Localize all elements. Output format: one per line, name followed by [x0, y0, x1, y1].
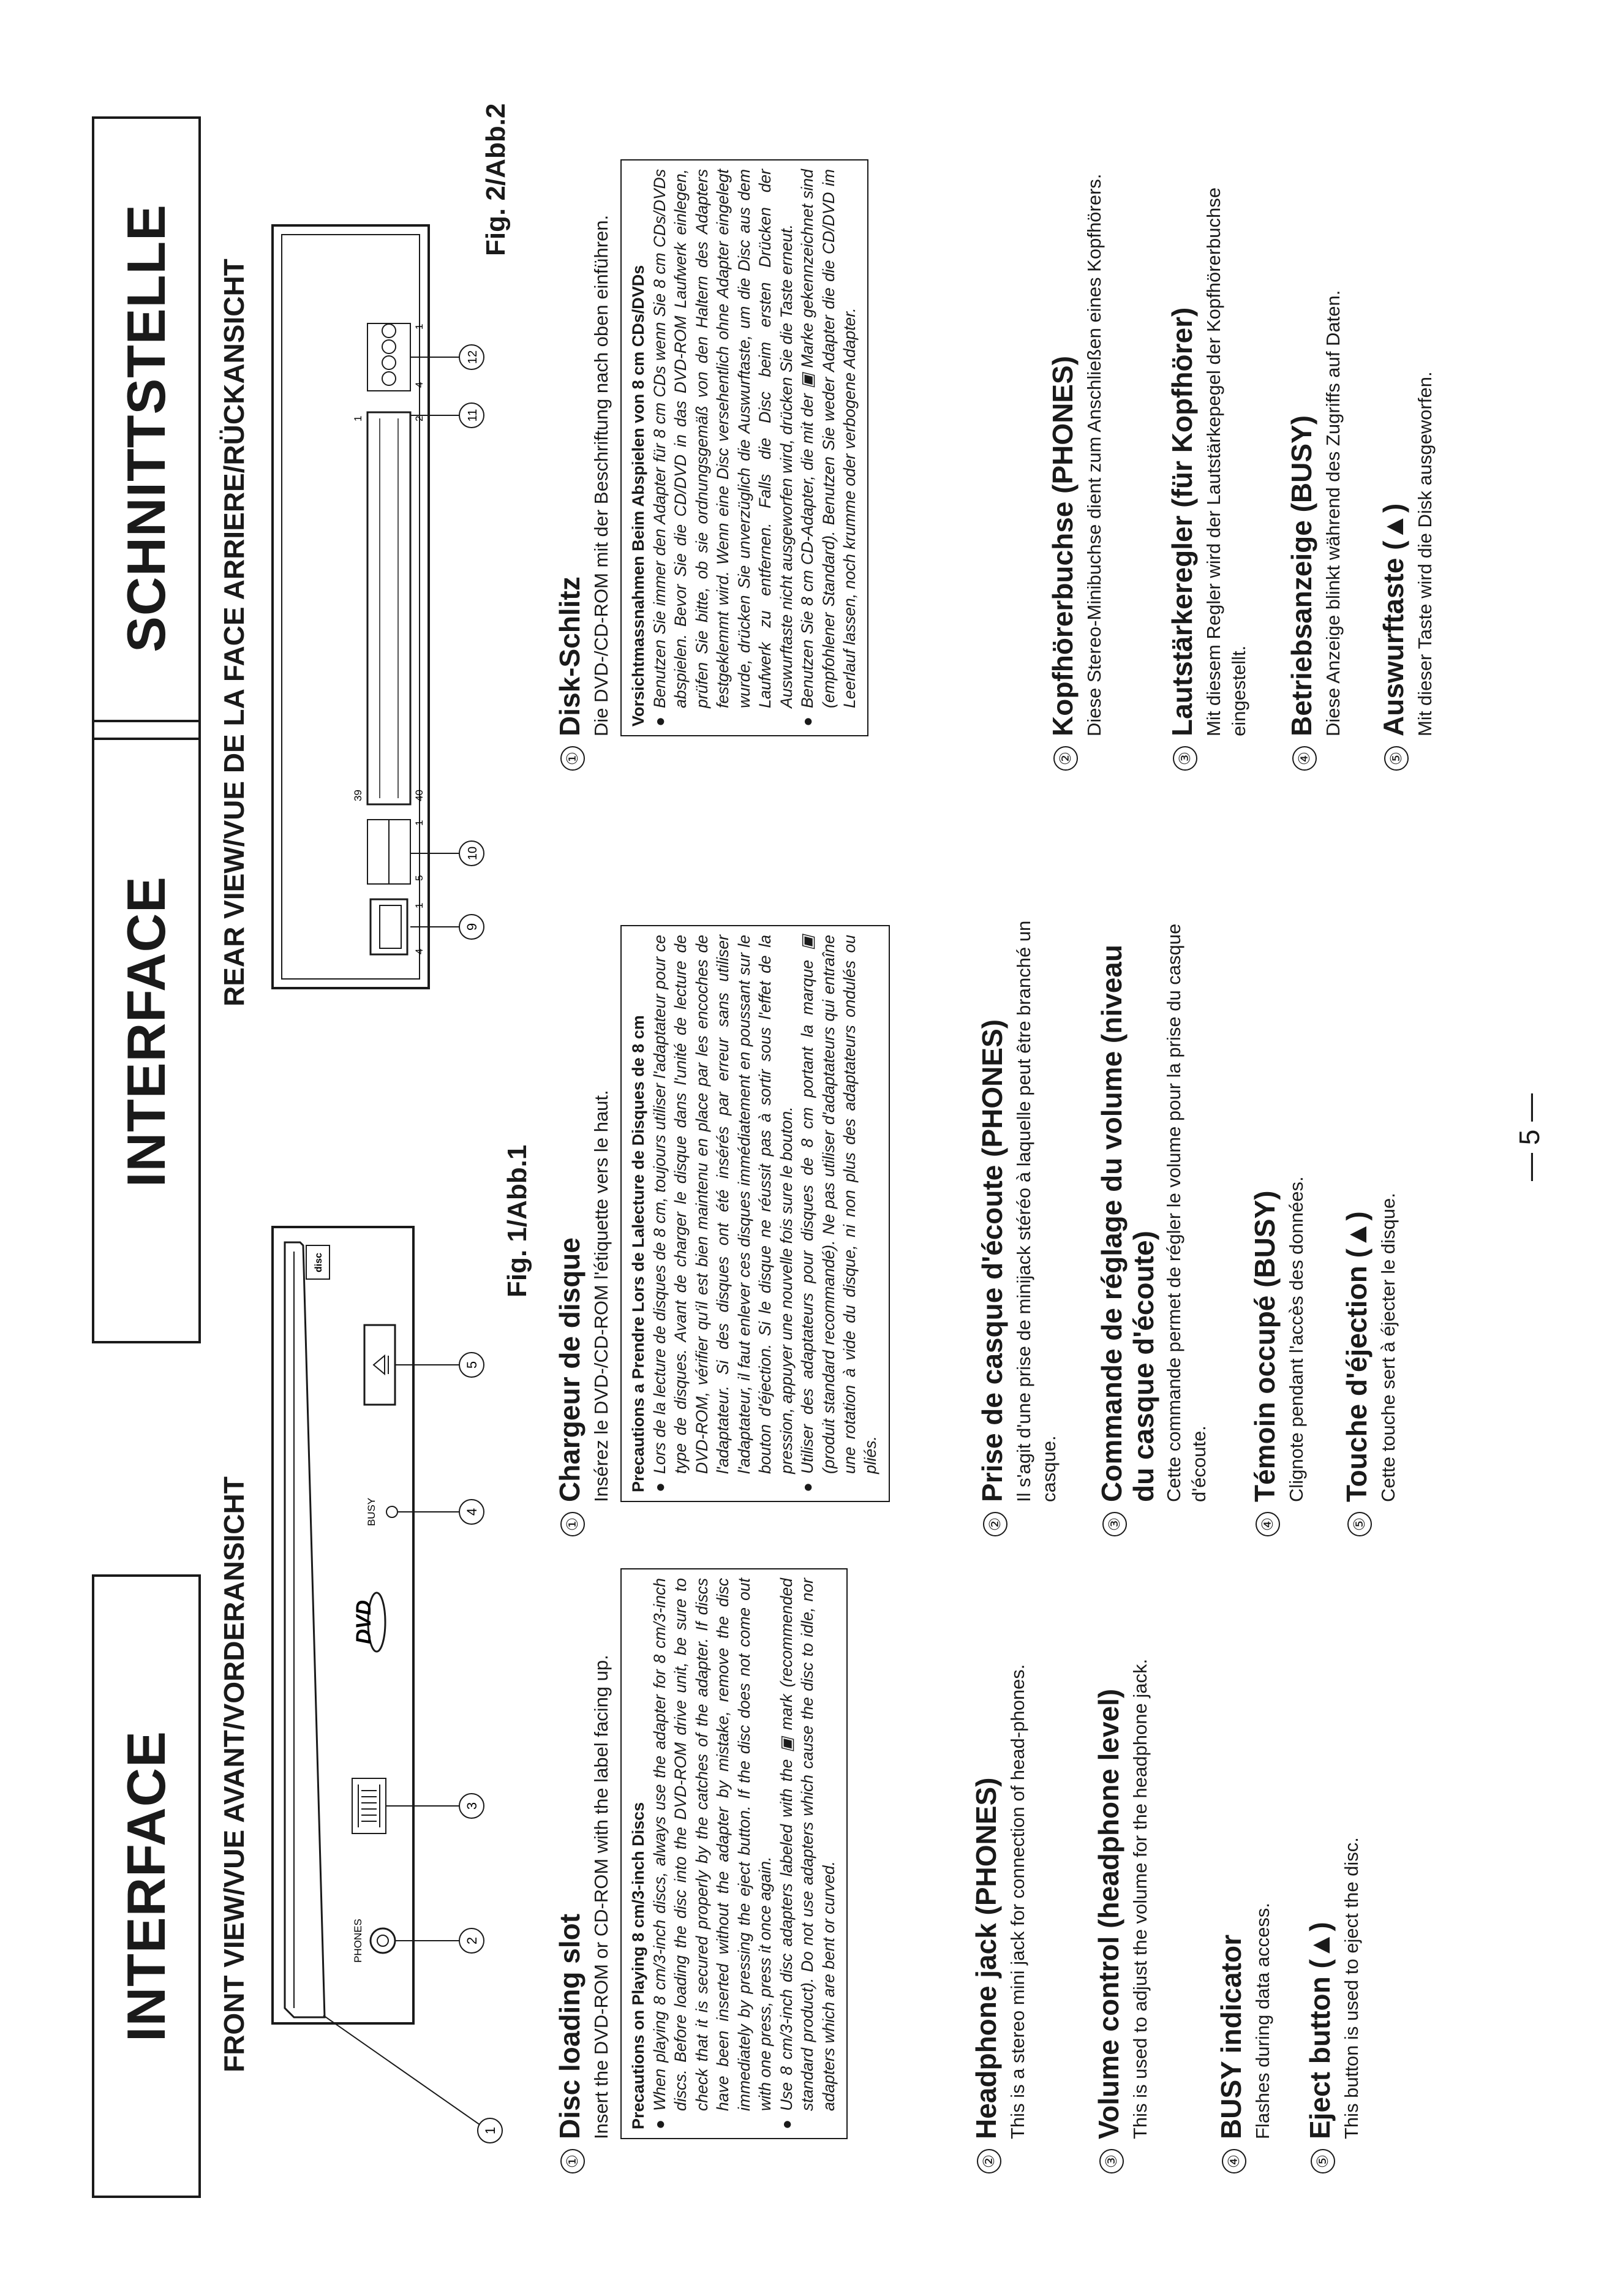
- en-item-body: Flashes during data access.: [1252, 1903, 1273, 2139]
- front-view-heading: FRONT VIEW/VUE AVANT/VORDERANSICHT: [218, 1476, 250, 2072]
- fr-item-prise-casque: ② Prise de casque d'écoute (PHONES) Il s'agit d'une prise de minijack stéréo à laquelle peut être branché un casque.: [977, 918, 1062, 1536]
- svg-text:2: 2: [464, 1936, 480, 1945]
- en-item-title: Eject button (▲): [1304, 1922, 1336, 2139]
- de-item-body: Mit diesem Regler wird der Lautstärkepegel der Kopfhörerbuchse eingestellt.: [1203, 187, 1249, 736]
- busy-label: BUSY: [366, 1497, 377, 1527]
- en-caution-bullet: When playing 8 cm/3-inch discs, always use the adapter for 8 cm/3-inch discs. Before loading the disc into the DVD-ROM drive unit, be sure to check that it is secured properly by the catches of the adapter. If discs have been inserted without the adapter by mistake, remove the disc immediately by pressing the eject button. If the disc does not come out with one press, press it once again.: [650, 1578, 775, 2111]
- title-schnittstelle-de: SCHNITTSTELLE: [92, 116, 201, 740]
- de-item-auswurftaste: ⑤ Auswurftaste (▲) Mit dieser Taste wird die Disk ausgeworfen.: [1378, 152, 1438, 771]
- pin-label-2: 2: [413, 415, 425, 421]
- svg-text:11: 11: [466, 409, 480, 422]
- rear-panel-figure: [269, 195, 508, 1040]
- title-interface-fr: INTERFACE: [92, 720, 201, 1343]
- de-item-title: Disk-Schlitz: [554, 576, 586, 736]
- de-caution-bullet: Benutzen Sie immer den Adapter für 8 cm CDs wenn Sie 8 cm CDs/DVDs abspielen. Bevor Sie die CD/DVD in das DVD-ROM Laufwerk einlegen, prüfen Sie bitte, ob sie ordnungsgemäß von den Haltern des Adapters festgeklemmt wird. Wenn eine Disc versehentlich ohne Adapter eingelegt wurde, drücken Sie unverzüglich die Auswurftaste, um die Disc aus dem Laufwerk zu entfernen. Falls die Disc beim ersten Drücken der Auswurftaste nicht ausgeworfen wird, drücken Sie die Taste erneut.: [650, 169, 796, 708]
- en-caution-title: Precautions on Playing 8 cm/3-inch Discs: [628, 1802, 647, 2129]
- page-number: — 5 —: [1513, 1093, 1545, 1181]
- svg-text:9: 9: [464, 923, 480, 931]
- fr-caution-box: Precautions a Prendre Lors de Lalecture de Disques de 8 cm ● Lors de la lecture de disques de 8 cm, toujours utiliser l'adaptateur pour ce type de disques. Avant de charger le disque dans l'unité de lecture de DVD-ROM, vérifier qu'il est bien maintenu en place par les encoches de l'adaptateur. Si des disques ont été insérés par erreur sans utiliser l'adaptateur, il faut enlever ces disques immédiatement en poussant sur le bouton d'éjection. Si le disque ne réussit pas à sortir sous l'effet de la pression, appuyer une nouvelle fois sure le bouton. ● Utiliser des adaptateurs pour disques de 8 cm portant la marque ▣ (produit standard recommandé). Ne pas utiliser d'adaptateurs qui entraîne une rotation à vide du disque, ni non plus des adaptateurs ondulés ou pliés.: [620, 925, 890, 1502]
- rear-view-heading: REAR VIEW/VUE DE LA FACE ARRIERE/RÜCKANSICHT: [218, 259, 250, 1006]
- pin-label-4a: 4: [413, 948, 425, 954]
- fr-item-body: Cette touche sert à éjecter le disque.: [1377, 1193, 1399, 1502]
- svg-text:disc: disc: [314, 1252, 324, 1273]
- pin-label-4b: 4: [413, 382, 425, 388]
- en-item-disc-loading-slot: ① Disc loading slot Insert the DVD-ROM or CD-ROM with the label facing up. Precautions on Playing 8 cm/3-inch Discs ● When playing 8 cm/3-inch discs, always use the adapter for 8 cm/3-inch discs. Before loading the disc into the DVD-ROM drive unit, be sure to check that it is secured properly by the catches of the adapter. If discs have been inserted without the adapter by mistake, remove the disc immediately by pressing the eject button. If the disc does not come out with one press, press it once again. ● Use 8 cm/3-inch disc adapters labeled with the ▣ mark (recommended standard product). Do not use adapters which cause the disc to idle, nor adapters which are bent or curved.: [554, 1561, 848, 2173]
- en-item-eject-button: ⑤ Eject button (▲) This button is used to eject the disc.: [1305, 1561, 1365, 2173]
- svg-text:5: 5: [464, 1361, 480, 1369]
- fr-item-body: Cette commande permet de régler le volume pour la prise du casque d'écoute.: [1163, 923, 1210, 1502]
- title-interface-en: INTERFACE: [92, 1574, 201, 2198]
- de-item-title: Betriebsanzeige (BUSY): [1286, 415, 1317, 736]
- fr-caution-title: Precautions a Prendre Lors de Lalecture de Disques de 8 cm: [628, 1015, 647, 1492]
- pin-label-39: 39: [352, 790, 364, 801]
- fr-item-title: Commande de réglage du volume (niveau du casque d'écoute): [1096, 945, 1159, 1502]
- fr-item-body: Clignote pendant l'accès des données.: [1286, 1176, 1307, 1502]
- de-item-body: Die DVD-/CD-ROM mit der Beschriftung nach oben einführen.: [590, 214, 612, 736]
- en-item-body: This button is used to eject the disc.: [1341, 1837, 1362, 2139]
- svg-text:DVD: DVD: [352, 1600, 375, 1644]
- de-item-body: Diese Stereo-Minibuchse dient zum Anschließen eines Kopfhörers.: [1083, 173, 1105, 736]
- en-item-title: Headphone jack (PHONES): [970, 1777, 1002, 2139]
- fr-caution-bullet: Lors de la lecture de disques de 8 cm, toujours utiliser l'adaptateur pour ce type de disques. Avant de charger le disque dans l'unité de lecture de DVD-ROM, vérifier qu'il est bien maintenu en place par les encoches de l'adaptateur. Si des disques ont été insérés par erreur sans utiliser l'adaptateur, il faut enlever ces disques immédiatement en poussant sur le bouton d'éjection. Si le disque ne réussit pas à sortir sous l'effet de la pression, appuyer une nouvelle fois sure le bouton.: [650, 935, 796, 1474]
- de-item-lautstaerkeregler: ③ Lautstärkeregler (für Kopfhörer) Mit diesem Regler wird der Lautstärkepegel der Kopfhörerbuchse eingestellt.: [1167, 152, 1252, 771]
- de-item-body: Diese Anzeige blinkt während des Zugriffs auf Daten.: [1322, 290, 1344, 736]
- de-item-disk-schlitz: ① Disk-Schlitz Die DVD-/CD-ROM mit der Beschriftung nach oben einführen. Vorsichtmassnahmen Beim Abspielen von 8 cm CDs/DVDs ● Benutzen Sie immer den Adapter für 8 cm CDs wenn Sie 8 cm CDs/DVDs abspielen. Bevor Sie die CD/DVD in das DVD-ROM Laufwerk einlegen, prüfen Sie bitte, ob sie ordnungsgemäß von den Haltern des Adapters festgeklemmt wird. Wenn eine Disc versehentlich ohne Adapter eingelegt wurde, drücken Sie unverzüglich die Auswurftaste, um die Disc aus dem Laufwerk zu entfernen. Falls die Disc beim ersten Drücken der Auswurftaste nicht ausgeworfen wird, drücken Sie die Taste erneut. ● Benutzen Sie 8 cm CD-Adapter, die mit der ▣ Marke gekennzeichnet sind (empfohlener Standard). Benutzen Sie weder Adapter die die CD/DVD im Leerlauf lassen, noch krumme oder verbogene Adapter.: [554, 152, 868, 771]
- de-item-kopfhoererbuchse: ② Kopfhörerbuchse (PHONES) Diese Stereo-Minibuchse dient zum Anschließen eines Kopfhörers.: [1047, 152, 1107, 771]
- svg-text:1: 1: [483, 2126, 498, 2135]
- fr-item-title: Témoin occupé (BUSY): [1249, 1190, 1281, 1502]
- de-caution-box: Vorsichtmassnahmen Beim Abspielen von 8 cm CDs/DVDs ● Benutzen Sie immer den Adapter für 8 cm CDs wenn Sie 8 cm CDs/DVDs abspielen. Bevor Sie die CD/DVD in das DVD-ROM Laufwerk einlegen, prüfen Sie bitte, ob sie ordnungsgemäß von den Haltern des Adapters festgeklemmt wird. Wenn eine Disc versehentlich ohne Adapter eingelegt wurde, drücken Sie unverzüglich die Auswurftaste, um die Disc aus dem Laufwerk zu entfernen. Falls die Disc beim ersten Drücken der Auswurftaste nicht ausgeworfen wird, drücken Sie die Taste erneut. ● Benutzen Sie 8 cm CD-Adapter, die mit der ▣ Marke gekennzeichnet sind (empfohlener Standard). Benutzen Sie weder Adapter die die CD/DVD im Leerlauf lassen, noch krumme oder verbogene Adapter.: [620, 159, 868, 736]
- fr-item-commande-volume: ③ Commande de réglage du volume (niveau du casque d'écoute) Cette commande permet de régler le volume pour la prise du casque d'écoute.: [1096, 918, 1212, 1536]
- en-item-busy-indicator: ④ BUSY indicator Flashes during data access.: [1216, 1561, 1276, 2173]
- pin-label-1a: 1: [413, 902, 425, 908]
- en-caution-bullet: Use 8 cm/3-inch disc adapters labeled with the ▣ mark (recommended standard product). Do not use adapters which cause the disc to idle, nor adapters which are bent or curved.: [777, 1578, 838, 2111]
- de-item-title: Kopfhörerbuchse (PHONES): [1047, 355, 1079, 736]
- pin-label-5: 5: [413, 875, 425, 881]
- fr-item-title: Chargeur de disque: [554, 1237, 586, 1502]
- svg-text:10: 10: [466, 846, 480, 861]
- fig1-label: Fig. 1/Abb.1: [502, 1144, 532, 1297]
- fr-item-title: Prise de casque d'écoute (PHONES): [976, 1019, 1008, 1502]
- pin-label-1c: 1: [352, 415, 364, 421]
- de-item-title: Auswurftaste (▲): [1377, 503, 1409, 736]
- svg-text:12: 12: [466, 350, 480, 364]
- pin-label-1d: 1: [413, 323, 425, 330]
- fr-item-body: Il s'agit d'une prise de minijack stéréo à laquelle peut être branché un casque.: [1013, 920, 1060, 1502]
- de-item-betriebsanzeige: ④ Betriebsanzeige (BUSY) Diese Anzeige blinkt während des Zugriffs auf Daten.: [1286, 152, 1346, 771]
- svg-text:4: 4: [464, 1508, 480, 1516]
- en-item-headphone-jack: ② Headphone jack (PHONES) This is a stereo mini jack for connection of head-phones.: [971, 1561, 1031, 2173]
- fr-item-chargeur-de-disque: ① Chargeur de disque Insérez le DVD-/CD-ROM l'étiquette vers le haut. Precautions a Prendre Lors de Lalecture de Disques de 8 cm ● Lors de la lecture de disques de 8 cm, toujours utiliser l'adaptateur pour ce type de disques. Avant de charger le disque dans l'unité de lecture de DVD-ROM, vérifier qu'il est bien maintenu en place par les encoches de l'adaptateur. Si des disques ont été insérés par erreur sans utiliser l'adaptateur, il faut enlever ces disques immédiatement en poussant sur le bouton d'éjection. Si le disque ne réussit pas à sortir sous l'effet de la pression, appuyer une nouvelle fois sure le bouton. ● Utiliser des adaptateurs pour disques de 8 cm portant la marque ▣ (produit standard recommandé). Ne pas utiliser d'adaptateurs qui entraîne une rotation à vide du disque, ni non plus des adaptateurs ondulés ou pliés.: [554, 918, 890, 1536]
- fr-item-touche-ejection: ⑤ Touche d'éjection (▲) Cette touche sert à éjecter le disque.: [1341, 918, 1401, 1536]
- de-item-body: Mit dieser Taste wird die Disk ausgeworfen.: [1414, 371, 1436, 736]
- en-caution-box: Precautions on Playing 8 cm/3-inch Discs ● When playing 8 cm/3-inch discs, always use the adapter for 8 cm/3-inch discs. Before loading the disc into the DVD-ROM drive unit, be sure to check that it is secured properly by the catches of the adapter. If discs have been inserted without the adapter by mistake, remove the disc immediately by pressing the eject button. If the disc does not come out with one press, press it once again. ● Use 8 cm/3-inch disc adapters labeled with the ▣ mark (recommended standard product). Do not use adapters which cause the disc to idle, nor adapters which are bent or curved.: [620, 1568, 848, 2139]
- en-item-volume-control: ③ Volume control (headphone level) This is used to adjust the volume for the headphone jack.: [1093, 1561, 1153, 2173]
- en-item-body: Insert the DVD-ROM or CD-ROM with the label facing up.: [590, 1655, 612, 2139]
- en-item-body: This is a stereo mini jack for connection of head-phones.: [1007, 1664, 1028, 2139]
- fr-item-temoin-occupe: ④ Témoin occupé (BUSY) Clignote pendant l'accès des données.: [1249, 918, 1309, 1536]
- en-item-title: Volume control (headphone level): [1093, 1688, 1124, 2139]
- en-item-title: BUSY indicator: [1215, 1935, 1247, 2139]
- en-item-title: Disc loading slot: [554, 1913, 586, 2139]
- de-caution-bullet: Benutzen Sie 8 cm CD-Adapter, die mit der ▣ Marke gekennzeichnet sind (empfohlener Standard). Benutzen Sie weder Adapter die die CD/DVD im Leerlauf lassen, noch krumme oder verbogene Adapter.: [798, 169, 859, 708]
- fr-item-body: Insérez le DVD-/CD-ROM l'étiquette vers le haut.: [590, 1090, 612, 1502]
- svg-text:3: 3: [464, 1802, 480, 1810]
- fr-caution-bullet: Utiliser des adaptateurs pour disques de 8 cm portant la marque ▣ (produit standard recommandé). Ne pas utiliser d'adaptateurs qui entraîne une rotation à vide du disque, ni non plus des adaptateurs ondulés ou pliés.: [798, 935, 880, 1474]
- en-item-body: This is used to adjust the volume for the headphone jack.: [1129, 1658, 1151, 2139]
- front-panel-figure: [269, 1199, 508, 2155]
- de-caution-title: Vorsichtmassnahmen Beim Abspielen von 8 cm CDs/DVDs: [628, 265, 647, 727]
- fr-item-title: Touche d'éjection (▲): [1341, 1211, 1373, 1502]
- fig2-label: Fig. 2/Abb.2: [481, 103, 511, 256]
- pin-label-40: 40: [413, 790, 425, 801]
- pin-label-1b: 1: [413, 820, 425, 826]
- phones-label: PHONES: [352, 1919, 364, 1963]
- de-item-title: Lautstärkeregler (für Kopfhörer): [1166, 307, 1198, 736]
